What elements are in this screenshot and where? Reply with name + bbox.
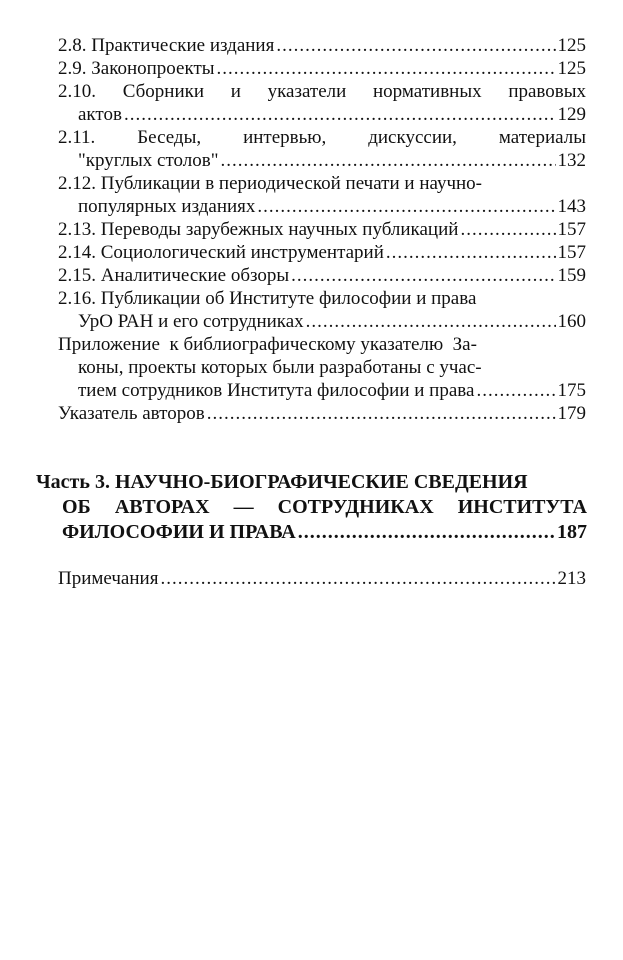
toc-entry-2-10[interactable] — [58, 80, 586, 126]
dot-leader — [460, 218, 555, 241]
toc-entry-title: Примечания — [58, 568, 159, 589]
toc-word: Сборники — [122, 81, 205, 102]
part-title: Часть 3. НАУЧНО-БИОГРАФИЧЕСКИЕ СВЕДЕНИЯ — [36, 471, 528, 493]
part-word: ОБ — [62, 496, 91, 518]
toc-entry-page: 125 — [557, 35, 586, 56]
toc-word: и — [230, 81, 241, 102]
toc-entry-page: 213 — [557, 568, 586, 589]
toc-entry-title: Приложение к библиографическому указателю За- — [58, 334, 477, 355]
dot-leader — [124, 103, 556, 126]
toc-entry-title-cont: популярных изданиях — [78, 196, 256, 217]
toc-entry-2-15[interactable] — [58, 264, 586, 287]
toc-entry-title: 2.13. Переводы зарубежных научных публикаций — [58, 219, 459, 240]
toc-entry-author-index[interactable] — [58, 402, 586, 425]
toc-entry-page: 160 — [557, 311, 586, 332]
toc-word: интервью, — [243, 127, 327, 148]
part-title-cont: ФИЛОСОФИИ И ПРАВА — [62, 521, 296, 543]
toc-entry-page: 175 — [557, 380, 586, 401]
toc-word: Беседы, — [137, 127, 202, 148]
toc-entry-appendix[interactable] — [58, 333, 586, 402]
toc-entry-title: Указатель авторов — [58, 403, 205, 424]
part-heading-line — [36, 495, 587, 520]
dot-leader — [217, 57, 556, 80]
toc-word: дискуссии, — [368, 127, 457, 148]
dot-leader — [306, 310, 556, 333]
dot-leader — [386, 241, 556, 264]
toc-entry-2-9[interactable] — [58, 57, 586, 80]
toc-entry-title — [58, 80, 586, 103]
toc-entry-title: 2.15. Аналитические обзоры — [58, 265, 290, 286]
dot-leader — [291, 264, 555, 287]
toc-entry-page: 125 — [557, 58, 586, 79]
toc-word: материалы — [498, 127, 586, 148]
toc-word: 2.10. — [58, 81, 96, 102]
toc-entry-2-12[interactable] — [58, 172, 586, 218]
part-page: 187 — [557, 521, 587, 543]
dot-leader — [276, 34, 555, 57]
toc-entry-title-cont: тием сотрудников Института философии и права — [78, 380, 475, 401]
part-word: ИНСТИТУТА — [457, 496, 587, 518]
toc-word: правовых — [508, 81, 586, 102]
toc-entry-title: 2.8. Практические издания — [58, 35, 275, 56]
part-word: АВТОРАХ — [114, 496, 210, 518]
toc-entry-2-16[interactable] — [58, 287, 586, 333]
toc-entry-title: 2.16. Публикации об Институте философии и права — [58, 288, 477, 309]
toc-entry-title: 2.12. Публикации в периодической печати и научно- — [58, 173, 483, 194]
toc-entry-page: 143 — [557, 196, 586, 217]
toc-entry-page: 132 — [557, 150, 586, 171]
toc-entry-2-13[interactable] — [58, 218, 586, 241]
part-word: СОТРУДНИКАХ — [277, 496, 434, 518]
toc-entry-page: 157 — [557, 242, 586, 263]
toc-entry-2-11[interactable] — [58, 126, 586, 172]
toc-entry-page: 157 — [557, 219, 586, 240]
part-heading-line — [36, 520, 587, 545]
toc-part-3[interactable] — [36, 470, 587, 545]
toc-entry-page: 179 — [557, 403, 586, 424]
toc-entry-title-cont: "круглых столов" — [78, 150, 219, 171]
dot-leader — [257, 195, 555, 218]
toc-list — [58, 34, 586, 425]
dot-leader — [476, 379, 555, 402]
toc-entry-title: 2.14. Социологический инструментарий — [58, 242, 384, 263]
dot-leader — [221, 149, 556, 172]
toc-entry-title-cont: актов — [78, 104, 122, 125]
toc-entry-title-cont: УрО РАН и его сотрудниках — [78, 311, 304, 332]
toc-entry-2-8[interactable] — [58, 34, 586, 57]
toc-entry-page: 159 — [557, 265, 586, 286]
toc-entry-title — [58, 126, 586, 149]
toc-word: нормативных — [373, 81, 482, 102]
toc-entry-notes[interactable] — [58, 567, 586, 590]
toc-entry-page: 129 — [557, 104, 586, 125]
dot-leader — [298, 520, 555, 545]
toc-entry-2-14[interactable] — [58, 241, 586, 264]
part-word: — — [233, 496, 254, 518]
dot-leader — [160, 567, 555, 590]
toc-entry-title: 2.9. Законопроекты — [58, 58, 215, 79]
dot-leader — [207, 402, 556, 425]
toc-entry-title-cont: коны, проекты которых были разработаны с учас- — [78, 357, 482, 378]
toc-word: 2.11. — [58, 127, 96, 148]
toc-word: указатели — [267, 81, 347, 102]
part-heading-line — [36, 470, 587, 495]
